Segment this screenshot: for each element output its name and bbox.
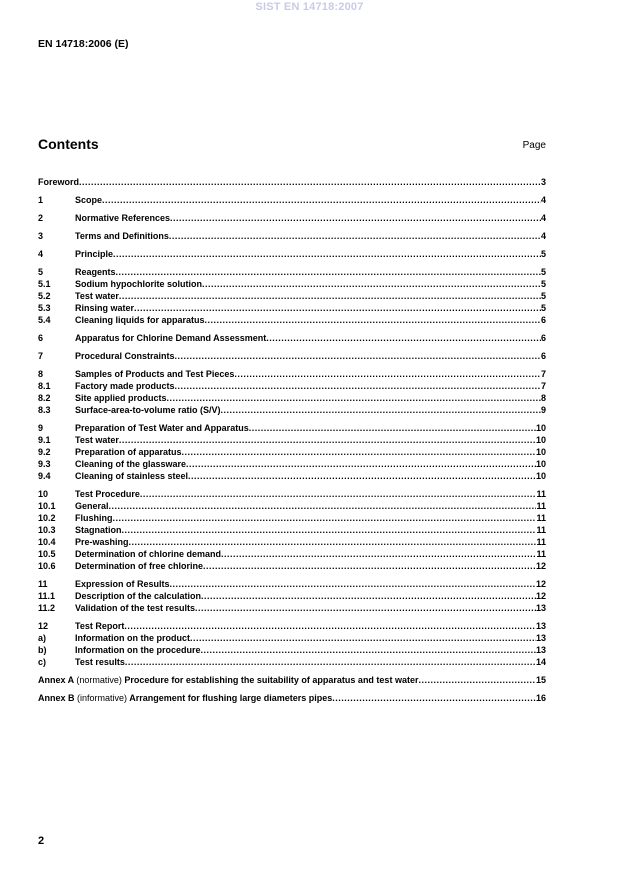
toc-entry-title: Cleaning of the glassware bbox=[75, 459, 187, 469]
dot-leader bbox=[234, 368, 541, 380]
toc-entry-number: 10.4 bbox=[38, 537, 56, 547]
toc-entry[interactable] bbox=[38, 176, 546, 188]
toc-entry[interactable] bbox=[38, 578, 546, 590]
dot-leader bbox=[140, 488, 537, 500]
toc-entry[interactable] bbox=[38, 212, 546, 224]
dot-leader bbox=[119, 434, 536, 446]
dot-leader bbox=[266, 332, 541, 344]
toc-entry-title: Scope bbox=[75, 195, 103, 205]
dot-leader bbox=[79, 176, 541, 188]
dot-leader bbox=[109, 500, 537, 512]
toc-entry-page: 11 bbox=[536, 513, 546, 523]
toc-entry-title: Test Procedure bbox=[75, 489, 140, 499]
dot-leader bbox=[182, 446, 536, 458]
toc-entry-number: 11.2 bbox=[38, 603, 56, 613]
dot-leader bbox=[170, 578, 536, 590]
toc-entry-title: Sodium hypochlorite solution bbox=[75, 279, 202, 289]
toc-entry-title: Description of the calculation bbox=[75, 591, 202, 601]
dot-leader bbox=[190, 632, 536, 644]
toc-entry-page: 6 bbox=[540, 351, 546, 361]
toc-entry-title: Procedural Constraints bbox=[75, 351, 175, 361]
toc-entry-page: 13 bbox=[535, 633, 546, 643]
toc-entry[interactable] bbox=[38, 548, 546, 560]
toc-entry-number: 8.2 bbox=[38, 393, 51, 403]
toc-entry-number: 6 bbox=[38, 333, 44, 343]
dot-leader bbox=[116, 266, 541, 278]
toc-entry-page: 12 bbox=[535, 579, 546, 589]
annex-type: (normative) bbox=[76, 675, 122, 685]
toc-entry[interactable] bbox=[38, 536, 546, 548]
toc-entry[interactable] bbox=[38, 380, 546, 392]
watermark: SIST EN 14718:2007 bbox=[255, 1, 364, 13]
table-of-contents bbox=[38, 176, 546, 704]
toc-entry[interactable] bbox=[38, 368, 546, 380]
toc-entry-title: Cleaning liquids for apparatus bbox=[75, 315, 205, 325]
dot-leader bbox=[169, 230, 541, 242]
toc-entry-page: 10 bbox=[535, 435, 546, 445]
annex-label: Annex A bbox=[38, 675, 74, 685]
toc-entry-number: 8.1 bbox=[38, 381, 51, 391]
dot-leader bbox=[134, 302, 541, 314]
toc-entry-title: Principle bbox=[75, 249, 114, 259]
toc-entry-number: 10 bbox=[38, 489, 49, 499]
toc-entry-title: Flushing bbox=[75, 513, 113, 523]
toc-entry-page: 10 bbox=[535, 447, 546, 457]
dot-leader bbox=[221, 548, 536, 560]
toc-entry-title: Determination of chlorine demand bbox=[75, 549, 222, 559]
toc-entry-page: 10 bbox=[535, 459, 546, 469]
toc-entry-title: Foreword bbox=[38, 177, 80, 187]
toc-entry-title: Preparation of Test Water and Apparatus bbox=[75, 423, 249, 433]
toc-entry-number: 2 bbox=[38, 213, 44, 223]
toc-entry[interactable] bbox=[38, 314, 546, 326]
toc-entry-title: Normative References bbox=[75, 213, 171, 223]
dot-leader bbox=[175, 380, 541, 392]
toc-entry-number: 4 bbox=[38, 249, 44, 259]
toc-entry-number: c) bbox=[38, 657, 47, 667]
toc-entry-page: 6 bbox=[540, 333, 546, 343]
toc-entry-page: 10 bbox=[535, 423, 546, 433]
toc-entry[interactable] bbox=[38, 230, 546, 242]
toc-entry-number: 1 bbox=[38, 195, 44, 205]
toc-entry-number: 9.1 bbox=[38, 435, 51, 445]
toc-entry[interactable] bbox=[38, 602, 546, 614]
toc-entry-title: Expression of Results bbox=[75, 579, 170, 589]
dot-leader bbox=[186, 458, 536, 470]
toc-entry[interactable] bbox=[38, 470, 546, 482]
toc-entry-title: Rinsing water bbox=[75, 303, 135, 313]
toc-entry-page: 5 bbox=[540, 279, 546, 289]
toc-entry-number: 5.3 bbox=[38, 303, 51, 313]
toc-entry-page: 13 bbox=[535, 603, 546, 613]
toc-entry-title: Samples of Products and Test Pieces bbox=[75, 369, 235, 379]
toc-entry-title: Surface-area-to-volume ratio (S/V) bbox=[75, 405, 221, 415]
toc-entry-number: 9.4 bbox=[38, 471, 51, 481]
toc-entry-page: 11 bbox=[536, 489, 546, 499]
toc-entry-page: 13 bbox=[535, 621, 546, 631]
toc-entry-title: Pre-washing bbox=[75, 537, 129, 547]
toc-entry-number: 9.2 bbox=[38, 447, 51, 457]
toc-entry-page: 5 bbox=[540, 291, 546, 301]
dot-leader bbox=[203, 560, 536, 572]
toc-annex-page: 15 bbox=[535, 675, 546, 685]
toc-entry[interactable] bbox=[38, 248, 546, 260]
toc-entry-number: 9 bbox=[38, 423, 44, 433]
toc-entry[interactable] bbox=[38, 524, 546, 536]
toc-entry-title: Test Report bbox=[75, 621, 125, 631]
toc-annex-entry[interactable] bbox=[38, 692, 546, 704]
dot-leader bbox=[119, 290, 541, 302]
toc-entry[interactable] bbox=[38, 290, 546, 302]
toc-entry-title: General bbox=[75, 501, 109, 511]
toc-entry-title: Determination of free chlorine bbox=[75, 561, 204, 571]
document-id: EN 14718:2006 (E) bbox=[38, 38, 129, 50]
toc-entry-page: 7 bbox=[540, 369, 546, 379]
toc-entry-number: 8 bbox=[38, 369, 44, 379]
toc-entry-title: Information on the procedure bbox=[75, 645, 201, 655]
toc-entry-page: 12 bbox=[535, 561, 546, 571]
toc-entry-page: 14 bbox=[535, 657, 546, 667]
toc-entry-page: 8 bbox=[540, 393, 546, 403]
toc-entry-page: 3 bbox=[540, 177, 546, 187]
toc-entry[interactable] bbox=[38, 194, 546, 206]
toc-entry-number: 5.2 bbox=[38, 291, 51, 301]
toc-entry-number: 5 bbox=[38, 267, 44, 277]
toc-entry-number: 10.3 bbox=[38, 525, 56, 535]
toc-entry[interactable] bbox=[38, 302, 546, 314]
toc-entry-page: 4 bbox=[540, 195, 546, 205]
toc-entry-number: b) bbox=[38, 645, 47, 655]
toc-entry-title: Stagnation bbox=[75, 525, 122, 535]
toc-entry-number: 11 bbox=[38, 579, 48, 589]
toc-entry-title: Apparatus for Chlorine Demand Assessment bbox=[75, 333, 267, 343]
toc-entry-page: 11 bbox=[536, 501, 546, 511]
toc-entry[interactable] bbox=[38, 488, 546, 500]
toc-entry-number: 11.1 bbox=[38, 591, 56, 601]
toc-entry-title: Validation of the test results bbox=[75, 603, 196, 613]
toc-entry[interactable] bbox=[38, 350, 546, 362]
toc-entry[interactable] bbox=[38, 590, 546, 602]
toc-entry-number: 8.3 bbox=[38, 405, 51, 415]
dot-leader bbox=[221, 404, 541, 416]
annex-type: (informative) bbox=[77, 693, 128, 703]
toc-entry-page: 11 bbox=[536, 525, 546, 535]
toc-entry-title: Preparation of apparatus bbox=[75, 447, 182, 457]
dot-leader bbox=[124, 620, 536, 632]
toc-entry[interactable] bbox=[38, 434, 546, 446]
dot-leader bbox=[175, 350, 541, 362]
dot-leader bbox=[205, 314, 541, 326]
toc-entry-number: 10.1 bbox=[38, 501, 56, 511]
toc-entry-number: a) bbox=[38, 633, 47, 643]
toc-entry-title: Test water bbox=[75, 291, 119, 301]
toc-entry-title: Reagents bbox=[75, 267, 116, 277]
toc-entry[interactable] bbox=[38, 404, 546, 416]
toc-entry-title: Test results bbox=[75, 657, 125, 667]
toc-entry-title: Test water bbox=[75, 435, 119, 445]
toc-entry-page: 5 bbox=[540, 267, 546, 277]
toc-entry[interactable] bbox=[38, 422, 546, 434]
toc-entry[interactable] bbox=[38, 500, 546, 512]
page-column-label: Page bbox=[522, 140, 546, 151]
toc-entry[interactable] bbox=[38, 332, 546, 344]
toc-entry[interactable] bbox=[38, 446, 546, 458]
dot-leader bbox=[249, 422, 536, 434]
page-number: 2 bbox=[38, 835, 45, 847]
toc-entry[interactable] bbox=[38, 620, 546, 632]
dot-leader bbox=[332, 692, 536, 704]
toc-entry-page: 4 bbox=[540, 213, 546, 223]
toc-entry-page: 12 bbox=[535, 591, 546, 601]
toc-entry[interactable] bbox=[38, 560, 546, 572]
toc-entry-title: Site applied products bbox=[75, 393, 167, 403]
dot-leader bbox=[201, 590, 536, 602]
toc-entry[interactable] bbox=[38, 458, 546, 470]
toc-entry-page: 11 bbox=[536, 537, 546, 547]
toc-annex-page: 16 bbox=[535, 693, 546, 703]
contents-heading: Contents bbox=[38, 136, 99, 152]
toc-entry-number: 10.5 bbox=[38, 549, 56, 559]
toc-entry-title: Information on the product bbox=[75, 633, 190, 643]
dot-leader bbox=[129, 536, 537, 548]
toc-entry-number: 9.3 bbox=[38, 459, 51, 469]
toc-entry-number: 7 bbox=[38, 351, 44, 361]
toc-entry[interactable] bbox=[38, 392, 546, 404]
toc-annex-title bbox=[38, 674, 418, 686]
toc-entry[interactable] bbox=[38, 512, 546, 524]
dot-leader bbox=[195, 602, 536, 614]
toc-entry-title: Cleaning of stainless steel bbox=[75, 471, 189, 481]
toc-entry-page: 11 bbox=[536, 549, 546, 559]
toc-entry-title: Factory made products bbox=[75, 381, 175, 391]
dot-leader bbox=[202, 278, 541, 290]
dot-leader bbox=[167, 392, 541, 404]
toc-entry-page: 13 bbox=[535, 645, 546, 655]
toc-entry-number: 5.4 bbox=[38, 315, 51, 325]
dot-leader bbox=[113, 512, 537, 524]
toc-entry-page: 9 bbox=[540, 405, 546, 415]
dot-leader bbox=[201, 644, 536, 656]
toc-entry-number: 10.2 bbox=[38, 513, 56, 523]
toc-entry[interactable] bbox=[38, 278, 546, 290]
toc-entry-number: 12 bbox=[38, 621, 49, 631]
toc-entry-page: 6 bbox=[540, 315, 546, 325]
dot-leader bbox=[170, 212, 541, 224]
dot-leader bbox=[125, 656, 536, 668]
annex-title: Arrangement for flushing large diameters pipes bbox=[129, 693, 333, 703]
toc-entry-title: Terms and Definitions bbox=[75, 231, 169, 241]
toc-entry-page: 5 bbox=[540, 249, 546, 259]
dot-leader bbox=[418, 674, 536, 686]
toc-entry-number: 3 bbox=[38, 231, 44, 241]
toc-entry-number: 10.6 bbox=[38, 561, 56, 571]
annex-label: Annex B bbox=[38, 693, 75, 703]
toc-entry[interactable] bbox=[38, 632, 546, 644]
toc-annex-entry[interactable] bbox=[38, 674, 546, 686]
annex-title: Procedure for establishing the suitability of apparatus and test water bbox=[124, 675, 419, 685]
dot-leader bbox=[113, 248, 541, 260]
dot-leader bbox=[188, 470, 536, 482]
dot-leader bbox=[102, 194, 541, 206]
toc-entry-page: 7 bbox=[540, 381, 546, 391]
toc-entry[interactable] bbox=[38, 644, 546, 656]
toc-entry-page: 5 bbox=[540, 303, 546, 313]
dot-leader bbox=[122, 524, 537, 536]
toc-entry-number: 5.1 bbox=[38, 279, 51, 289]
toc-annex-title bbox=[38, 692, 332, 704]
toc-entry[interactable] bbox=[38, 656, 546, 668]
toc-entry[interactable] bbox=[38, 266, 546, 278]
toc-entry-page: 10 bbox=[535, 471, 546, 481]
toc-entry-page: 4 bbox=[540, 231, 546, 241]
